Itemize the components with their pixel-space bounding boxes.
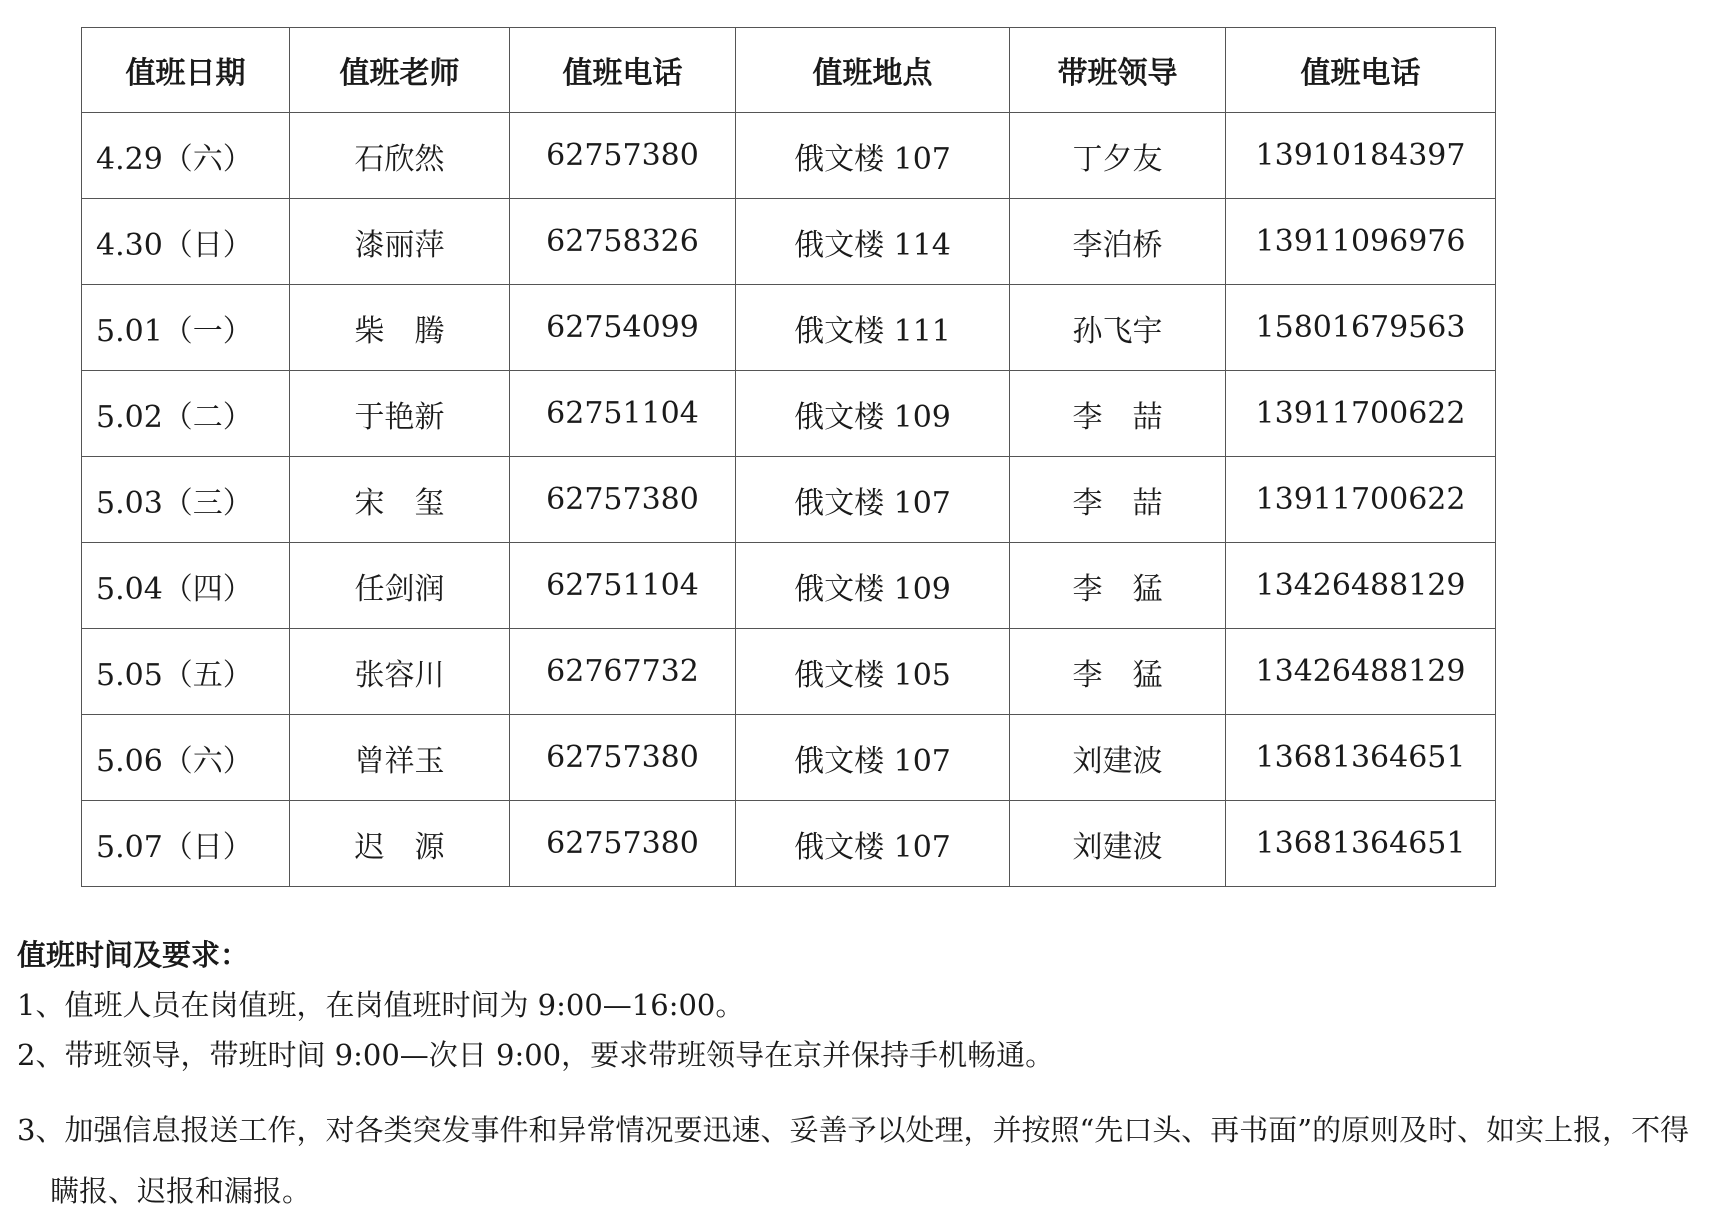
cell-date: 5.05（五） xyxy=(82,629,290,715)
cell-leader: 孙飞宇 xyxy=(1010,285,1226,371)
cell-teacher: 张容川 xyxy=(290,629,510,715)
cell-leader-phone: 13681364651 xyxy=(1226,801,1496,887)
cell-phone: 62754099 xyxy=(510,285,736,371)
cell-phone: 62757380 xyxy=(510,715,736,801)
duty-requirements xyxy=(17,938,1717,1222)
table-row xyxy=(82,457,1496,543)
requirement-item-3: 3、加强信息报送工作，对各类突发事件和异常情况要迅速、妥善予以处理，并按照“先口头、再书面”的原则及时、如实上报，不得瞒报、迟报和漏报。 xyxy=(17,1113,1690,1208)
cell-leader: 李泊桥 xyxy=(1010,199,1226,285)
cell-date: 4.29（六） xyxy=(82,113,290,199)
header-duty-date: 值班日期 xyxy=(82,28,290,113)
cell-date: 4.30（日） xyxy=(82,199,290,285)
cell-leader-phone: 13426488129 xyxy=(1226,629,1496,715)
cell-leader: 李 猛 xyxy=(1010,543,1226,629)
cell-location: 俄文楼 107 xyxy=(736,801,1010,887)
cell-location: 俄文楼 107 xyxy=(736,715,1010,801)
duty-schedule-table xyxy=(81,27,1496,887)
table-row xyxy=(82,113,1496,199)
cell-teacher: 迟 源 xyxy=(290,801,510,887)
cell-teacher: 宋 玺 xyxy=(290,457,510,543)
cell-location: 俄文楼 107 xyxy=(736,457,1010,543)
header-lead-leader: 带班领导 xyxy=(1010,28,1226,113)
table-row xyxy=(82,199,1496,285)
cell-location: 俄文楼 111 xyxy=(736,285,1010,371)
cell-leader: 李 猛 xyxy=(1010,629,1226,715)
cell-phone: 62758326 xyxy=(510,199,736,285)
cell-teacher: 曾祥玉 xyxy=(290,715,510,801)
cell-location: 俄文楼 107 xyxy=(736,113,1010,199)
cell-date: 5.07（日） xyxy=(82,801,290,887)
cell-location: 俄文楼 109 xyxy=(736,543,1010,629)
cell-leader: 刘建波 xyxy=(1010,715,1226,801)
cell-teacher: 漆丽萍 xyxy=(290,199,510,285)
header-leader-phone: 值班电话 xyxy=(1226,28,1496,113)
cell-teacher: 柴 腾 xyxy=(290,285,510,371)
cell-phone: 62767732 xyxy=(510,629,736,715)
cell-teacher: 任剑润 xyxy=(290,543,510,629)
cell-teacher: 于艳新 xyxy=(290,371,510,457)
cell-leader-phone: 13911700622 xyxy=(1226,371,1496,457)
table-row xyxy=(82,715,1496,801)
cell-leader-phone: 15801679563 xyxy=(1226,285,1496,371)
header-duty-location: 值班地点 xyxy=(736,28,1010,113)
table-row xyxy=(82,285,1496,371)
cell-phone: 62757380 xyxy=(510,113,736,199)
cell-leader-phone: 13681364651 xyxy=(1226,715,1496,801)
requirements-title: 值班时间及要求： xyxy=(17,938,250,972)
cell-phone: 62757380 xyxy=(510,457,736,543)
requirement-item-1: 1、值班人员在岗值班，在岗值班时间为 9:00—16:00。 xyxy=(17,988,745,1022)
cell-date: 5.03（三） xyxy=(82,457,290,543)
cell-leader: 刘建波 xyxy=(1010,801,1226,887)
cell-leader: 丁夕友 xyxy=(1010,113,1226,199)
cell-leader-phone: 13426488129 xyxy=(1226,543,1496,629)
table-row xyxy=(82,801,1496,887)
requirement-item-2: 2、带班领导，带班时间 9:00—次日 9:00，要求带班领导在京并保持手机畅通。 xyxy=(17,1038,1055,1072)
cell-leader-phone: 13911096976 xyxy=(1226,199,1496,285)
cell-location: 俄文楼 105 xyxy=(736,629,1010,715)
cell-location: 俄文楼 114 xyxy=(736,199,1010,285)
header-duty-phone: 值班电话 xyxy=(510,28,736,113)
header-duty-teacher: 值班老师 xyxy=(290,28,510,113)
cell-date: 5.04（四） xyxy=(82,543,290,629)
table-header-row xyxy=(82,28,1496,113)
cell-date: 5.06（六） xyxy=(82,715,290,801)
cell-leader-phone: 13910184397 xyxy=(1226,113,1496,199)
cell-phone: 62751104 xyxy=(510,543,736,629)
cell-phone: 62757380 xyxy=(510,801,736,887)
cell-location: 俄文楼 109 xyxy=(736,371,1010,457)
cell-date: 5.02（二） xyxy=(82,371,290,457)
cell-teacher: 石欣然 xyxy=(290,113,510,199)
table-row xyxy=(82,543,1496,629)
cell-leader: 李 喆 xyxy=(1010,457,1226,543)
cell-phone: 62751104 xyxy=(510,371,736,457)
cell-date: 5.01（一） xyxy=(82,285,290,371)
cell-leader: 李 喆 xyxy=(1010,371,1226,457)
cell-leader-phone: 13911700622 xyxy=(1226,457,1496,543)
table-row xyxy=(82,629,1496,715)
table-row xyxy=(82,371,1496,457)
